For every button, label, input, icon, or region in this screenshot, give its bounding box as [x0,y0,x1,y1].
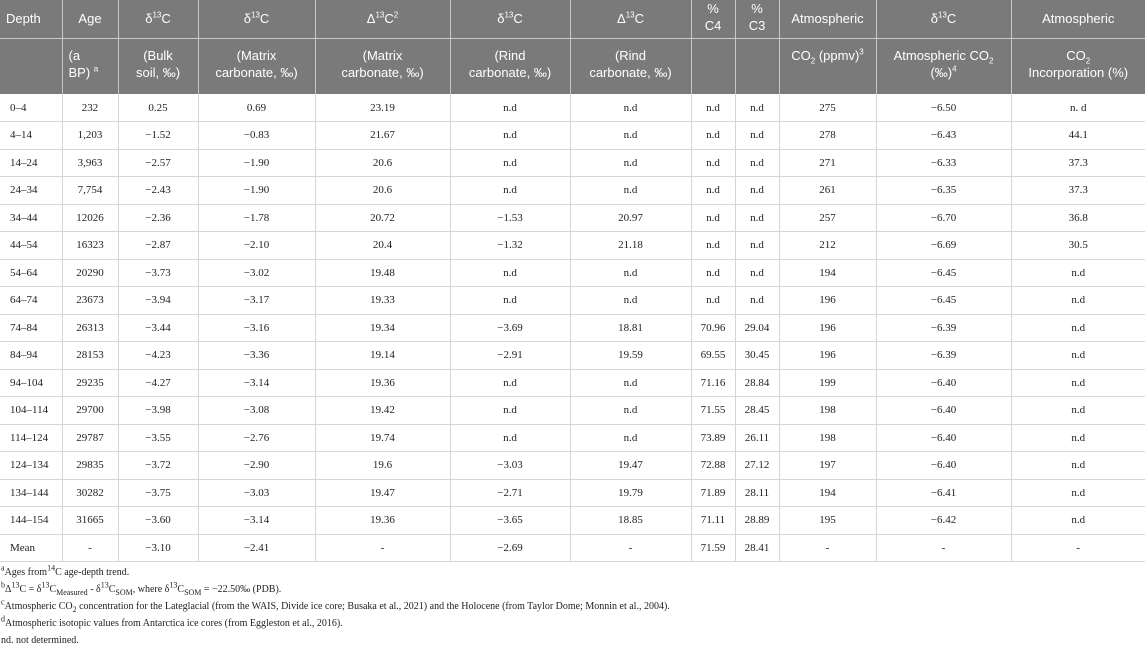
cell-d13c-atm: −6.45 [876,259,1011,287]
header-d13c-bulk: $\delta^{13}C$ [118,0,198,38]
header-depth: Depth [0,0,62,38]
table-row [0,342,1145,370]
cell-pct-c3: 29.04 [735,314,779,342]
cell-depth: 74–84 [0,314,62,342]
cell-atm-co2: 196 [779,287,876,315]
cell-d13c-matrix: −2.90 [198,452,315,480]
cell-age: 28153 [62,342,118,370]
table-row [0,94,1145,122]
table-row [0,177,1145,205]
cell-D13c-matrix: 19.34 [315,314,450,342]
cell-pct-c4: 71.89 [691,479,735,507]
table-row [0,232,1145,260]
header-d13c-matrix: $\delta^{13}C$ [198,0,315,38]
cell-d13c-atm: −6.40 [876,397,1011,425]
cell-depth: 14–24 [0,149,62,177]
cell-D13c-rind: - [570,534,691,562]
cell-d13c-rind: n.d [450,287,570,315]
cell-d13c-atm: −6.40 [876,424,1011,452]
table-row [0,259,1145,287]
cell-d13c-matrix: −3.17 [198,287,315,315]
cell-d13c-rind: −1.32 [450,232,570,260]
cell-age: 29787 [62,424,118,452]
cell-d13c-bulk: −3.94 [118,287,198,315]
cell-D13c-rind: n.d [570,287,691,315]
cell-d13c-rind: n.d [450,122,570,150]
cell-d13c-rind: −1.53 [450,204,570,232]
cell-depth: 114–124 [0,424,62,452]
cell-d13c-atm: −6.45 [876,287,1011,315]
cell-d13c-atm: - [876,534,1011,562]
cell-age: 16323 [62,232,118,260]
header-c3-sub [735,38,779,94]
cell-d13c-bulk: −2.57 [118,149,198,177]
header-matrix-unit: (Matrix carbonate, ‰) [198,38,315,94]
cell-age: 3,963 [62,149,118,177]
cell-pct-c4: 71.55 [691,397,735,425]
cell-pct-c4: n.d [691,149,735,177]
cell-D13c-rind: n.d [570,149,691,177]
cell-depth: 64–74 [0,287,62,315]
cell-pct-c3: n.d [735,149,779,177]
table-body [0,94,1145,562]
cell-co2-incorporation: n.d [1011,342,1145,370]
cell-pct-c4: 70.96 [691,314,735,342]
cell-D13c-rind: n.d [570,94,691,122]
cell-pct-c3: n.d [735,259,779,287]
cell-atm-co2: 194 [779,259,876,287]
cell-pct-c3: 28.41 [735,534,779,562]
cell-D13c-matrix: 19.36 [315,507,450,535]
cell-atm-co2: 196 [779,314,876,342]
cell-d13c-matrix: −3.14 [198,507,315,535]
header-incorp-unit: $CO_2$ Incorporation (%) [1011,38,1145,94]
cell-D13c-matrix: 19.74 [315,424,450,452]
cell-D13c-matrix: 19.14 [315,342,450,370]
cell-depth: 84–94 [0,342,62,370]
cell-pct-c3: n.d [735,122,779,150]
table-row [0,397,1145,425]
cell-co2-incorporation: 44.1 [1011,122,1145,150]
cell-d13c-atm: −6.69 [876,232,1011,260]
cell-age: 29835 [62,452,118,480]
cell-pct-c4: 72.88 [691,452,735,480]
footnotes [0,564,1145,649]
cell-pct-c4: 71.11 [691,507,735,535]
cell-pct-c4: 71.59 [691,534,735,562]
cell-d13c-matrix: −3.03 [198,479,315,507]
cell-atm-co2: - [779,534,876,562]
cell-age: 7,754 [62,177,118,205]
cell-D13c-rind: n.d [570,122,691,150]
cell-D13c-matrix: - [315,534,450,562]
cell-atm-co2: 196 [779,342,876,370]
cell-d13c-bulk: −4.27 [118,369,198,397]
header-atm-co2-unit: Atmospheric $CO_2$ (‰)$^4$ [876,38,1011,94]
cell-d13c-bulk: −4.23 [118,342,198,370]
cell-pct-c4: 69.55 [691,342,735,370]
cell-depth: 144–154 [0,507,62,535]
cell-d13c-bulk: −3.72 [118,452,198,480]
cell-d13c-rind: −2.69 [450,534,570,562]
header-row-2 [0,38,1145,94]
cell-d13c-rind: n.d [450,424,570,452]
cell-depth: 124–134 [0,452,62,480]
cell-depth: 44–54 [0,232,62,260]
cell-age: 1,203 [62,122,118,150]
cell-d13c-matrix: −2.41 [198,534,315,562]
cell-pct-c3: 27.12 [735,452,779,480]
table-row [0,479,1145,507]
cell-age: 30282 [62,479,118,507]
cell-D13c-rind: 19.47 [570,452,691,480]
cell-d13c-rind: n.d [450,149,570,177]
header-atm-incorp: Atmospheric [1011,0,1145,38]
cell-D13c-matrix: 19.33 [315,287,450,315]
table-row [0,149,1145,177]
footnote-a: $^a$Ages from$^{14}$C age-depth trend. [1,563,130,578]
header-co2-unit: $CO_2$ (ppmv)$^3$ [779,38,876,94]
cell-d13c-bulk: −1.52 [118,122,198,150]
cell-depth: 34–44 [0,204,62,232]
header-age: Age [62,0,118,38]
cell-d13c-atm: −6.39 [876,342,1011,370]
table-row [0,452,1145,480]
cell-D13c-matrix: 20.72 [315,204,450,232]
cell-co2-incorporation: n.d [1011,314,1145,342]
header-matrix-unit-2: (Matrix carbonate, ‰) [315,38,450,94]
table-row [0,424,1145,452]
cell-D13c-rind: 18.81 [570,314,691,342]
cell-age: 29700 [62,397,118,425]
cell-pct-c3: 30.45 [735,342,779,370]
cell-atm-co2: 257 [779,204,876,232]
cell-pct-c4: n.d [691,259,735,287]
table-row [0,314,1145,342]
cell-D13c-matrix: 19.42 [315,397,450,425]
cell-pct-c4: n.d [691,232,735,260]
table-row [0,369,1145,397]
cell-d13c-bulk: −3.55 [118,424,198,452]
cell-atm-co2: 197 [779,452,876,480]
header-pct-c3: % C3 [735,0,779,38]
cell-depth: 54–64 [0,259,62,287]
cell-pct-c3: n.d [735,232,779,260]
cell-age: 26313 [62,314,118,342]
cell-d13c-matrix: −1.78 [198,204,315,232]
cell-depth: 134–144 [0,479,62,507]
cell-D13c-matrix: 21.67 [315,122,450,150]
cell-d13c-bulk: −3.44 [118,314,198,342]
cell-co2-incorporation: n.d [1011,287,1145,315]
cell-d13c-bulk: −3.73 [118,259,198,287]
cell-D13c-rind: 20.97 [570,204,691,232]
cell-pct-c3: 28.45 [735,397,779,425]
cell-d13c-atm: −6.43 [876,122,1011,150]
header-rind-unit: (Rind carbonate, ‰) [450,38,570,94]
table-row [0,287,1145,315]
table-row [0,534,1145,562]
cell-d13c-matrix: −0.83 [198,122,315,150]
header-bulk-unit: (Bulk soil, ‰) [118,38,198,94]
cell-d13c-atm: −6.35 [876,177,1011,205]
cell-age: 23673 [62,287,118,315]
cell-pct-c4: n.d [691,122,735,150]
cell-d13c-atm: −6.41 [876,479,1011,507]
footnote-d: $^d$Atmospheric isotopic values from Antarctica ice cores (from Eggleston et al., 2016). [1,614,343,629]
cell-d13c-atm: −6.40 [876,452,1011,480]
table-header [0,0,1145,94]
cell-d13c-atm: −6.70 [876,204,1011,232]
cell-atm-co2: 275 [779,94,876,122]
cell-d13c-bulk: −3.98 [118,397,198,425]
cell-D13c-matrix: 20.6 [315,149,450,177]
cell-age: 12026 [62,204,118,232]
footnote-b: $^b\Delta^{13}C = \delta^{13}C_{Measured} - \delta^{13}C_{SOM}$, where $\delta^{13}C_{SOM}$ = −22.50‰ (PDB). [1,580,282,597]
cell-co2-incorporation: n. d [1011,94,1145,122]
cell-d13c-rind: n.d [450,397,570,425]
cell-atm-co2: 199 [779,369,876,397]
cell-pct-c3: n.d [735,204,779,232]
cell-co2-incorporation: 36.8 [1011,204,1145,232]
cell-age: 31665 [62,507,118,535]
cell-d13c-atm: −6.50 [876,94,1011,122]
cell-d13c-matrix: −1.90 [198,149,315,177]
header-row-1 [0,0,1145,38]
header-D13c-matrix: $\Delta^{13}C^2$ [315,0,450,38]
cell-d13c-bulk: −2.43 [118,177,198,205]
cell-d13c-rind: −3.65 [450,507,570,535]
header-rind-unit-2: (Rind carbonate, ‰) [570,38,691,94]
cell-depth: 94–104 [0,369,62,397]
cell-age: - [62,534,118,562]
cell-d13c-matrix: −3.16 [198,314,315,342]
cell-d13c-atm: −6.39 [876,314,1011,342]
cell-d13c-matrix: −1.90 [198,177,315,205]
cell-atm-co2: 212 [779,232,876,260]
cell-d13c-rind: −2.91 [450,342,570,370]
cell-co2-incorporation: n.d [1011,479,1145,507]
cell-d13c-bulk: 0.25 [118,94,198,122]
header-atm-co2: Atmospheric [779,0,876,38]
header-age-unit: (a BP) $^a$ [62,38,118,94]
cell-D13c-matrix: 19.48 [315,259,450,287]
cell-d13c-atm: −6.40 [876,369,1011,397]
cell-co2-incorporation: n.d [1011,369,1145,397]
cell-co2-incorporation: n.d [1011,397,1145,425]
cell-D13c-matrix: 19.47 [315,479,450,507]
cell-d13c-matrix: 0.69 [198,94,315,122]
cell-atm-co2: 194 [779,479,876,507]
cell-pct-c3: n.d [735,177,779,205]
cell-co2-incorporation: n.d [1011,507,1145,535]
cell-pct-c4: 71.16 [691,369,735,397]
cell-pct-c4: n.d [691,287,735,315]
cell-D13c-rind: 19.59 [570,342,691,370]
cell-depth: Mean [0,534,62,562]
cell-co2-incorporation: n.d [1011,424,1145,452]
cell-co2-incorporation: - [1011,534,1145,562]
cell-d13c-matrix: −3.36 [198,342,315,370]
cell-D13c-rind: n.d [570,259,691,287]
cell-co2-incorporation: 30.5 [1011,232,1145,260]
cell-D13c-rind: n.d [570,424,691,452]
cell-co2-incorporation: 37.3 [1011,177,1145,205]
cell-co2-incorporation: n.d [1011,452,1145,480]
cell-D13c-rind: 21.18 [570,232,691,260]
cell-atm-co2: 198 [779,424,876,452]
cell-age: 20290 [62,259,118,287]
cell-D13c-matrix: 23.19 [315,94,450,122]
cell-D13c-matrix: 19.36 [315,369,450,397]
cell-d13c-bulk: −2.36 [118,204,198,232]
footnote-nd: nd. not determined. [1,635,79,646]
cell-pct-c4: 73.89 [691,424,735,452]
header-D13c-rind: $\Delta^{13}C$ [570,0,691,38]
cell-d13c-bulk: −3.10 [118,534,198,562]
cell-d13c-matrix: −3.14 [198,369,315,397]
cell-D13c-matrix: 20.6 [315,177,450,205]
cell-d13c-rind: n.d [450,369,570,397]
cell-d13c-bulk: −3.60 [118,507,198,535]
cell-age: 29235 [62,369,118,397]
cell-D13c-rind: 18.85 [570,507,691,535]
cell-d13c-bulk: −3.75 [118,479,198,507]
cell-atm-co2: 195 [779,507,876,535]
cell-pct-c3: 26.11 [735,424,779,452]
cell-d13c-matrix: −2.76 [198,424,315,452]
cell-D13c-rind: n.d [570,397,691,425]
cell-d13c-rind: −3.03 [450,452,570,480]
cell-pct-c4: n.d [691,177,735,205]
cell-pct-c4: n.d [691,204,735,232]
table-row [0,204,1145,232]
cell-atm-co2: 271 [779,149,876,177]
cell-d13c-atm: −6.33 [876,149,1011,177]
cell-d13c-rind: n.d [450,94,570,122]
table-row [0,122,1145,150]
cell-D13c-matrix: 20.4 [315,232,450,260]
cell-co2-incorporation: n.d [1011,259,1145,287]
header-pct-c4: % C4 [691,0,735,38]
cell-pct-c3: 28.89 [735,507,779,535]
cell-depth: 0–4 [0,94,62,122]
cell-D13c-matrix: 19.6 [315,452,450,480]
cell-pct-c4: n.d [691,94,735,122]
header-c4-sub [691,38,735,94]
cell-depth: 4–14 [0,122,62,150]
cell-d13c-matrix: −3.08 [198,397,315,425]
cell-d13c-bulk: −2.87 [118,232,198,260]
header-d13c-atm: $\delta^{13}C$ [876,0,1011,38]
cell-atm-co2: 278 [779,122,876,150]
cell-pct-c3: 28.11 [735,479,779,507]
cell-D13c-rind: 19.79 [570,479,691,507]
footnote-c: $^c$Atmospheric $CO_2$ concentration for the Lateglacial (from the WAIS, Divide ice core; Busaka et al., 2021) and the Holocene (from Taylor Dome; Monnin et al., 2004). [1,597,670,614]
cell-d13c-matrix: −3.02 [198,259,315,287]
header-d13c-rind: $\delta^{13}C$ [450,0,570,38]
cell-pct-c3: n.d [735,287,779,315]
cell-pct-c3: n.d [735,94,779,122]
cell-d13c-rind: n.d [450,259,570,287]
cell-co2-incorporation: 37.3 [1011,149,1145,177]
cell-age: 232 [62,94,118,122]
cell-d13c-atm: −6.42 [876,507,1011,535]
cell-D13c-rind: n.d [570,177,691,205]
cell-d13c-matrix: −2.10 [198,232,315,260]
cell-d13c-rind: n.d [450,177,570,205]
cell-d13c-rind: −3.69 [450,314,570,342]
cell-depth: 24–34 [0,177,62,205]
cell-D13c-rind: n.d [570,369,691,397]
table-row [0,507,1145,535]
cell-depth: 104–114 [0,397,62,425]
cell-atm-co2: 261 [779,177,876,205]
cell-atm-co2: 198 [779,397,876,425]
cell-d13c-rind: −2.71 [450,479,570,507]
cell-pct-c3: 28.84 [735,369,779,397]
header-depth-sub [0,38,62,94]
